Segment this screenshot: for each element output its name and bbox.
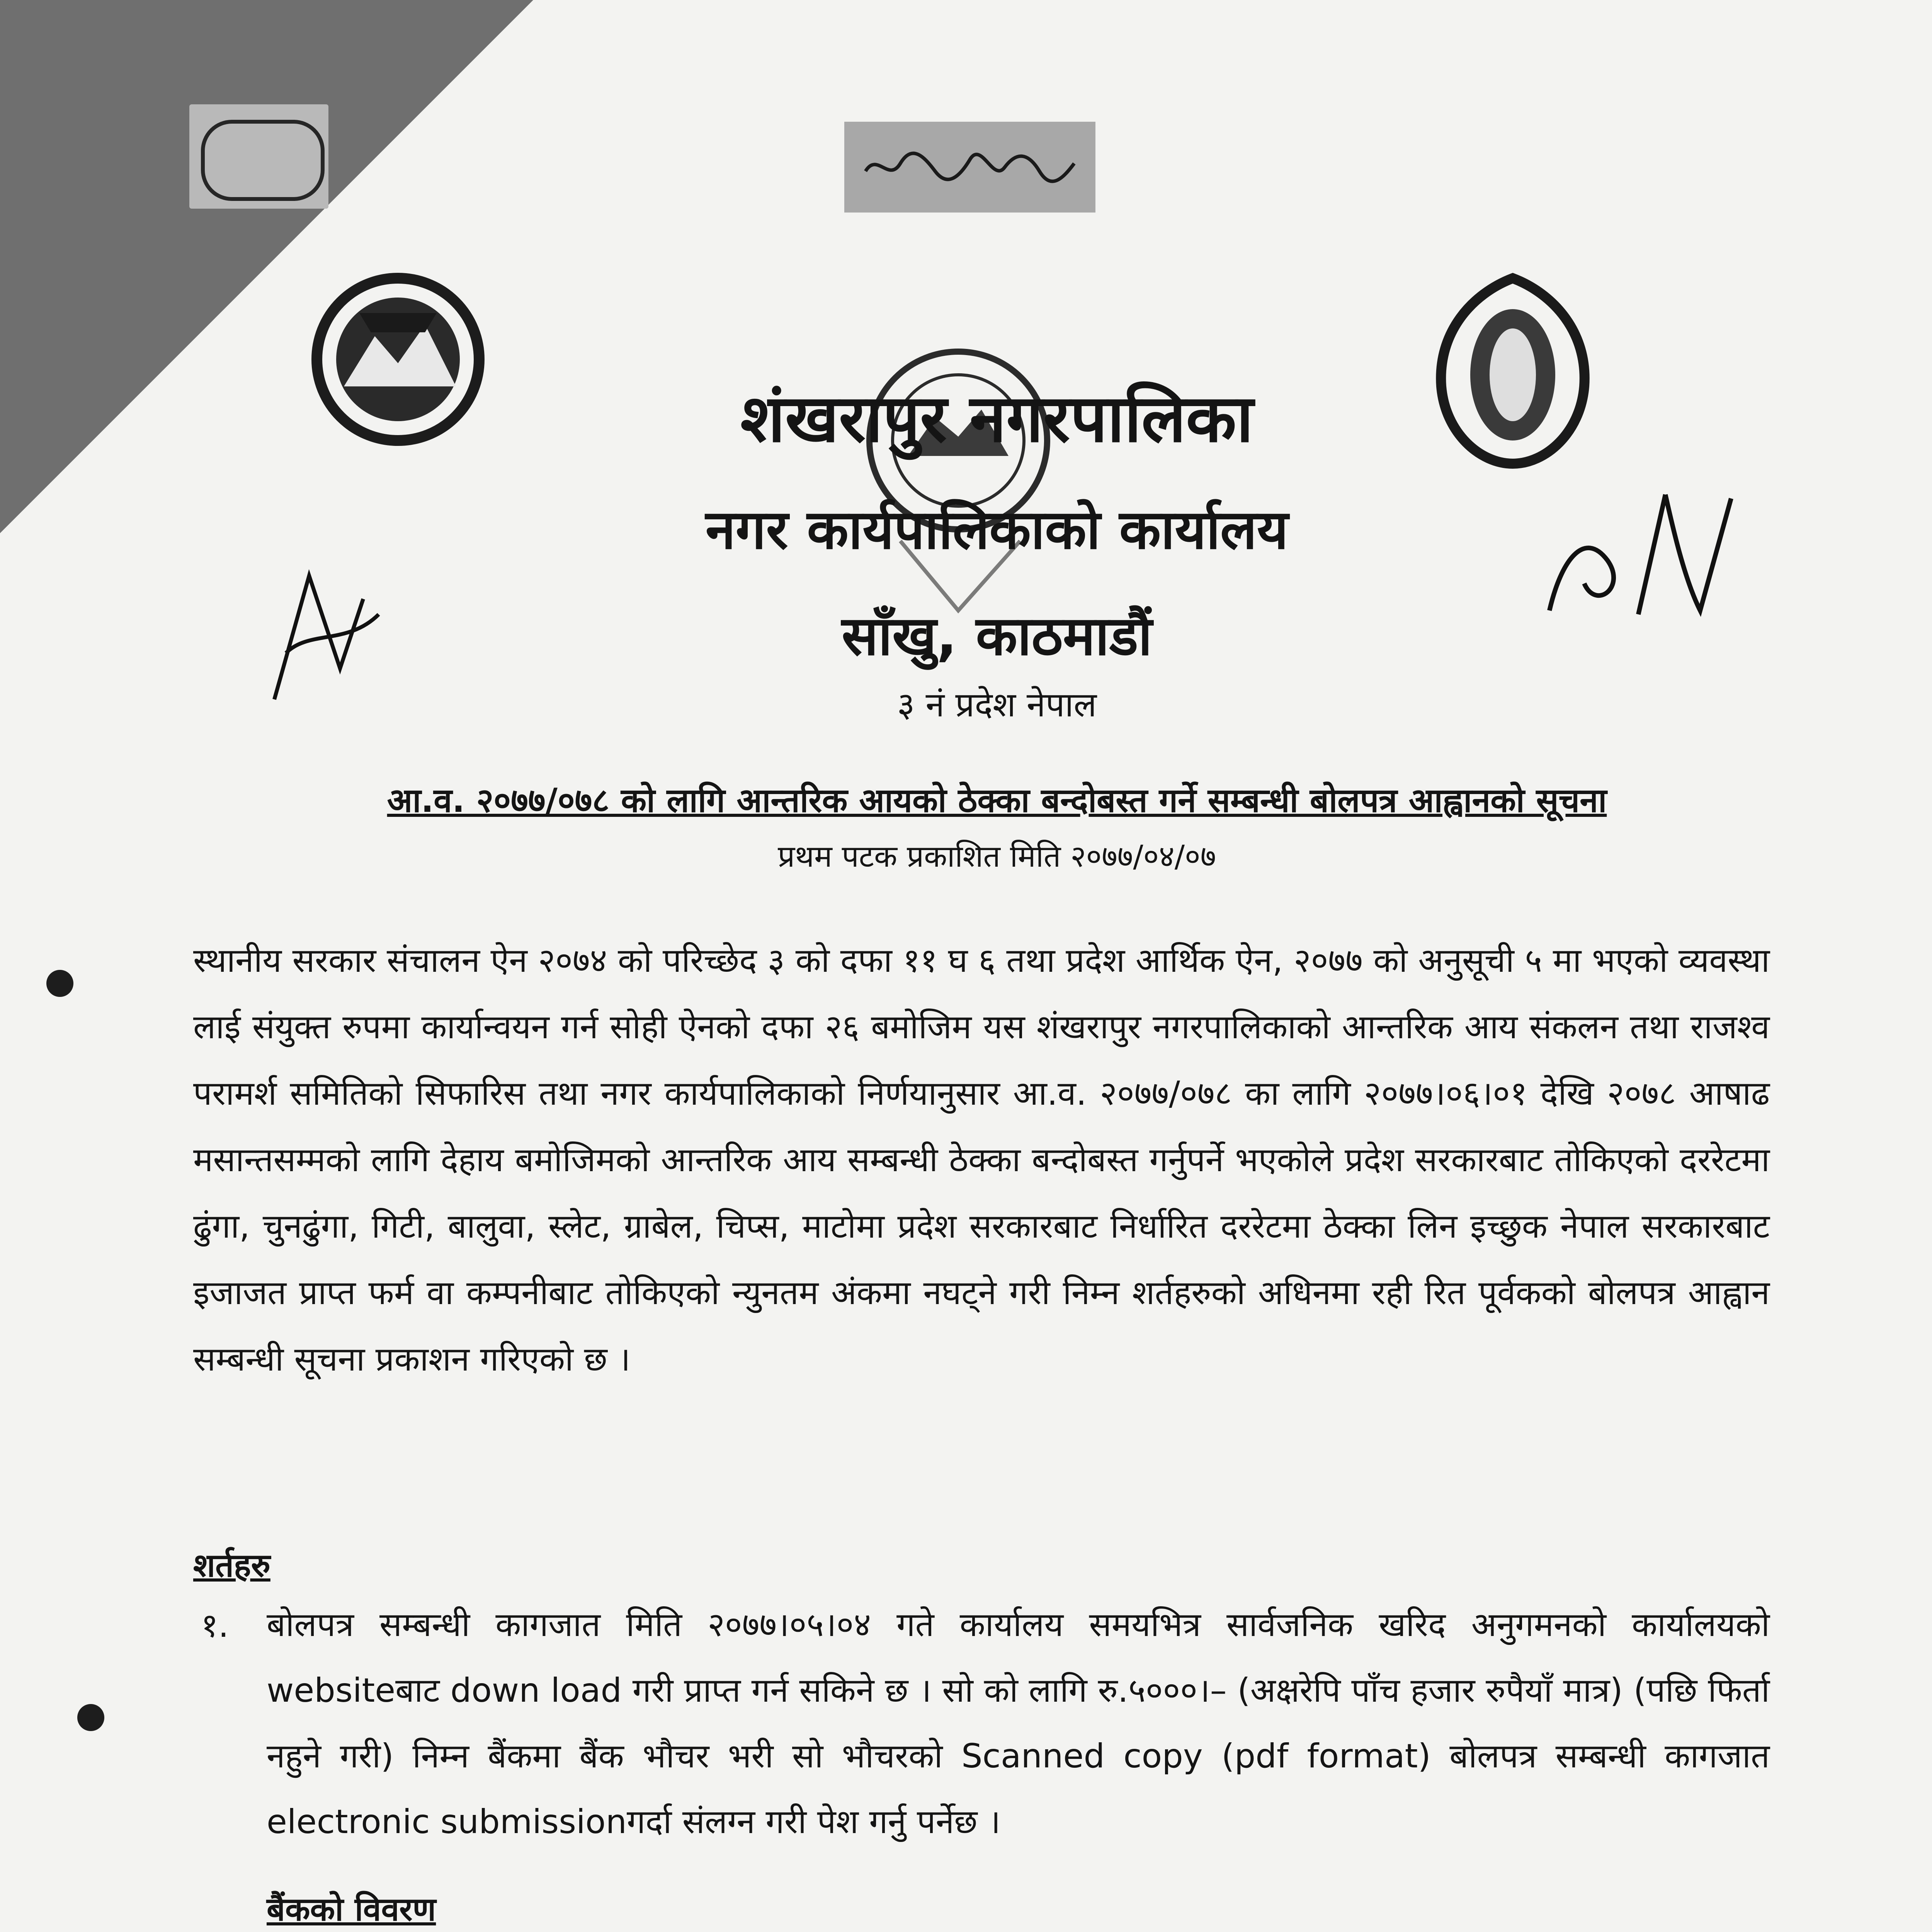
notice-title: आ.व. २०७७/०७८ को लागि आन्तरिक आयको ठेक्का बन्दोबस्त गर्ने सम्बन्धी बोलपत्र आह्वानको सूचना <box>387 781 1607 820</box>
reference-number-box <box>844 122 1095 213</box>
office-name: नगर कार्यपालिकाको कार्यालय <box>705 498 1289 561</box>
province-line: ३ नं प्रदेश नेपाल <box>897 685 1097 724</box>
terms-heading: शर्तहरु <box>193 1546 270 1584</box>
punch-hole <box>46 970 73 997</box>
notice-paragraph: स्थानीय सरकार संचालन ऐन २०७४ को परिच्छेद ३ को दफा ११ घ ६ तथा प्रदेश आर्थिक ऐन, २०७७ को अनुसूची ५ मा भएको व्यवस्था लाई संयुक्त रुपमा कार्यान्वयन गर्न सोही ऐनको दफा २६ बमोजिम यस शंखरापुर नगरपालिकाको आन्तरिक आय संकलन तथा राजश्व परामर्श समितिको सिफारिस तथा नगर कार्यपालिकाको निर्णयानुसार आ.व. २०७७/०७८ का लागि २०७७।०६।०१ देखि २०७८ आषाढ मसान्तसम्मको लागि देहाय बमोजिमको आन्तरिक आय सम्बन्धी ठेक्का बन्दोबस्त गर्नुपर्ने भएकोले प्रदेश सरकारबाट तोकिएको दररेटमा ढुंगा, चुनढुंगा, गिटी, बालुवा, स्लेट, ग्राबेल, चिप्स, माटोमा प्रदेश सरकारबाट निर्धारित दररेटमा ठेक्का लिन इच्छुक नेपाल सरकारबाट इजाजत प्राप्त फर्म वा कम्पनीबाट तोकिएको न्युनतम अंकमा नघट्ने गरी निम्न शर्तहरुको अधिनमा रही रित पूर्वकको बोलपत्र आह्वान सम्बन्धी सूचना प्रकाशन गरिएको छ । <box>193 941 1770 1379</box>
term-number: १. <box>201 1606 229 1645</box>
punch-hole <box>77 1704 104 1731</box>
office-location: साँखु, काठमाडौं <box>842 605 1152 668</box>
bank-details-heading: बैंकको विवरण <box>267 1890 436 1928</box>
publication-date: प्रथम पटक प्रकाशित मिति २०७७/०४/०७ <box>777 839 1216 874</box>
municipality-title: शंखरापुर नगरपालिका <box>740 381 1253 457</box>
handwritten-reference <box>862 144 1078 190</box>
registration-stamp <box>189 104 328 209</box>
term-text: बोलपत्र सम्बन्धी कागजात मिति २०७७।०५।०४ गते कार्यालय समयभित्र सार्वजनिक खरिद अनुगमनको कार्यालयको websiteबाट down load गरी प्राप्त गर्न सकिने छ । सो को लागि रु.५०००।– (अक्षरेपि पाँच हजार रुपैयाँ मात्र) (पछि फिर्ता नहुने गरी) निम्न बैंकमा बैंक भौचर भरी सो भौचरको Scanned copy (pdf format) बोलपत्र सम्बन्धी कागजात electronic submissionगर्दा संलग्न गरी पेश गर्नु पर्नेछ । <box>267 1605 1770 1841</box>
